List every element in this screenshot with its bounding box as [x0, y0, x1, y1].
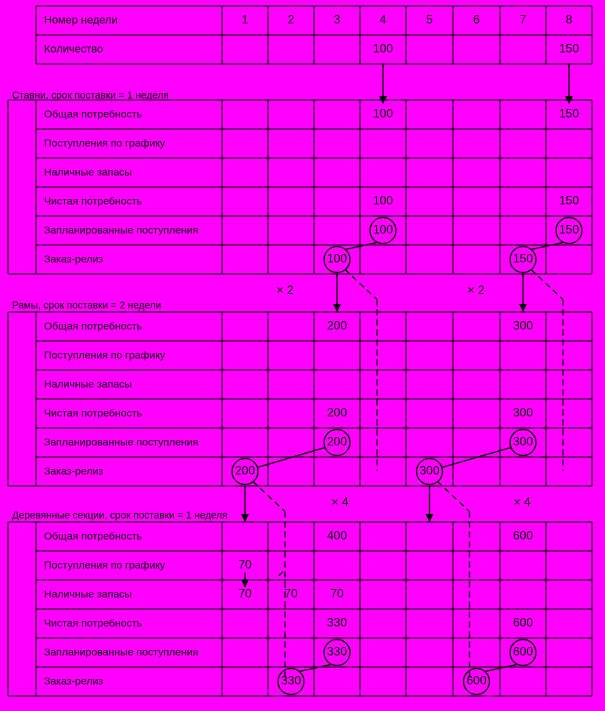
- cell-release: 600: [466, 673, 487, 688]
- quantity-value: 150: [558, 41, 580, 56]
- multiplier-label: × 2: [467, 283, 485, 298]
- row-label-release: Заказ-релиз: [44, 465, 104, 478]
- row-label-onhand: Наличные запасы: [44, 378, 132, 391]
- multiplier-label: × 4: [331, 495, 349, 510]
- cell-onhand: 70: [284, 586, 298, 601]
- cell-net: 300: [512, 405, 534, 420]
- cell-gross: 600: [512, 528, 534, 543]
- lead-time-link: [485, 665, 518, 672]
- cell-release: 150: [512, 251, 534, 266]
- row-label-planned_receipts: Запланированные поступления: [44, 646, 199, 659]
- week-number: 3: [333, 12, 341, 27]
- row-label-onhand: Наличные запасы: [44, 588, 132, 601]
- week-number: 1: [241, 12, 249, 27]
- cell-planned_receipts: 600: [512, 644, 534, 659]
- cell-planned_receipts: 200: [326, 434, 348, 449]
- cell-scheduled: 70: [238, 557, 252, 572]
- cell-planned_receipts: 330: [326, 644, 348, 659]
- section-title: Ставни, срок поставки = 1 неделя: [12, 90, 169, 102]
- cell-gross: 150: [558, 106, 580, 121]
- week-number: 7: [519, 12, 527, 27]
- cell-planned_receipts: 100: [372, 222, 394, 237]
- multiplier-label: × 2: [276, 283, 294, 298]
- cell-onhand: 70: [238, 586, 252, 601]
- cell-planned_receipts: 150: [558, 222, 580, 237]
- week-number-label: Номер недели: [44, 14, 118, 27]
- row-label-gross: Общая потребность: [44, 530, 143, 543]
- row-label-onhand: Наличные запасы: [44, 166, 132, 179]
- section-title: Рамы, срок поставки = 2 недели: [12, 300, 162, 312]
- lead-time-link: [345, 243, 377, 250]
- cell-gross: 100: [372, 106, 394, 121]
- row-label-gross: Общая потребность: [44, 320, 143, 333]
- quantity-value: 100: [372, 41, 394, 56]
- lead-time-link: [531, 243, 563, 250]
- cell-net: 330: [326, 615, 348, 630]
- onhand-tick: [279, 572, 283, 576]
- row-label-gross: Общая потребность: [44, 108, 143, 121]
- cell-net: 200: [326, 405, 348, 420]
- cell-release: 100: [326, 251, 348, 266]
- section-title: Деревянные секции, срок поставки = 1 неделя: [12, 510, 228, 522]
- row-label-planned_receipts: Запланированные поступления: [44, 224, 199, 237]
- lead-time-link: [299, 665, 331, 672]
- row-label-net: Чистая потребность: [44, 407, 143, 420]
- row-label-net: Чистая потребность: [44, 617, 143, 630]
- row-label-net: Чистая потребность: [44, 195, 143, 208]
- cell-release: 200: [234, 463, 256, 478]
- row-label-scheduled: Поступления по графику: [44, 559, 166, 572]
- row-label-scheduled: Поступления по графику: [44, 349, 166, 362]
- week-number: 4: [379, 12, 387, 27]
- row-label-release: Заказ-релиз: [44, 253, 104, 266]
- cell-onhand: 70: [330, 586, 344, 601]
- multiplier-label: × 4: [513, 495, 531, 510]
- cell-gross: 400: [326, 528, 348, 543]
- cell-net: 100: [372, 193, 394, 208]
- row-label-release: Заказ-релиз: [44, 675, 104, 688]
- cell-net: 150: [558, 193, 580, 208]
- week-number: 2: [287, 12, 295, 27]
- cell-net: 600: [512, 615, 534, 630]
- cell-release: 300: [419, 463, 440, 478]
- quantity-label: Количество: [44, 43, 104, 56]
- week-number: 8: [565, 12, 573, 27]
- week-number: 5: [426, 12, 433, 27]
- cell-planned_receipts: 300: [512, 434, 534, 449]
- cell-gross: 300: [512, 318, 534, 333]
- cell-gross: 200: [326, 318, 348, 333]
- cell-release: 330: [280, 673, 302, 688]
- row-label-scheduled: Поступления по графику: [44, 137, 166, 150]
- row-label-planned_receipts: Запланированные поступления: [44, 436, 199, 449]
- week-number: 6: [473, 12, 480, 27]
